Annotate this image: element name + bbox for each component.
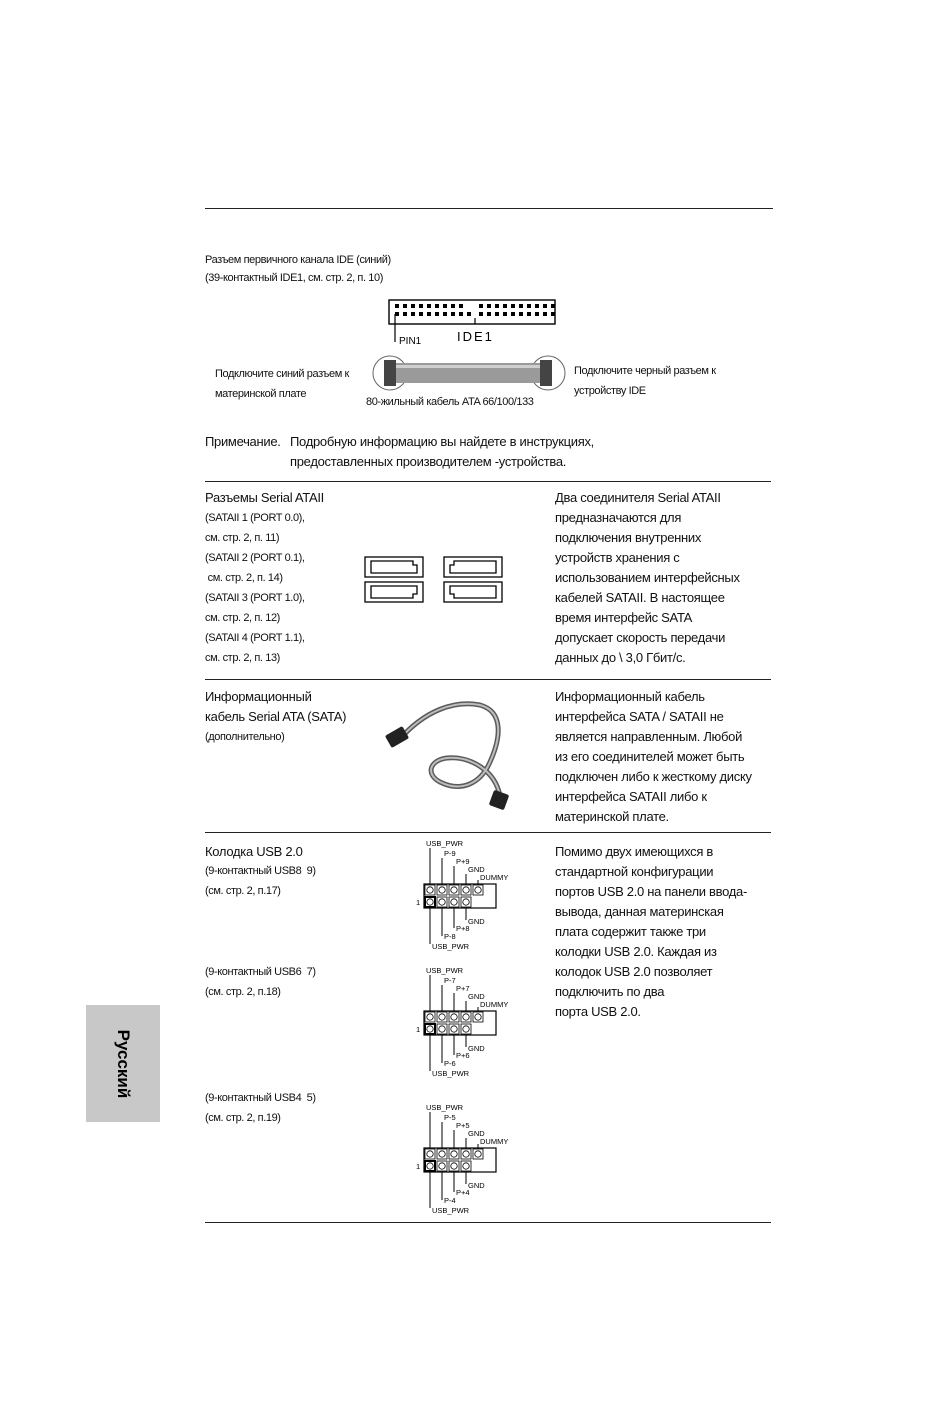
p-plus-top-label: P+5 [456, 1121, 470, 1130]
bottom-rule [205, 1222, 771, 1223]
usb-header-1-label [205, 861, 316, 901]
sata-desc-line: Два соединителя Serial ATAII [555, 490, 721, 505]
sata-port-line: см. стр. 2, п. 11) [205, 532, 280, 544]
ide-right-note [574, 361, 716, 401]
sata-port-line: (SATAII 3 (PORT 1.0), [205, 592, 305, 604]
usb-desc-line: Помимо двух имеющихся в [555, 844, 714, 859]
ide-cable-caption: 80-жильный кабель ATA 66/100/133 [366, 396, 534, 408]
usb-pin-hole [427, 899, 433, 905]
sata-cable-desc-line: интерфейса SATAII либо к [555, 789, 707, 804]
sata-port-line: (SATAII 4 (PORT 1.1), [205, 632, 305, 644]
ide-pin [511, 304, 515, 308]
blue-connector [384, 360, 396, 386]
ide-pin [419, 304, 423, 308]
usb-desc-line: вывода, данная материнская [555, 904, 724, 919]
ide-pin [403, 304, 407, 308]
p-minus-bottom-label: P-6 [444, 1059, 456, 1068]
sata-cable-title [205, 687, 346, 727]
usb-pin-hole [451, 899, 457, 905]
usb-header-3-line: (9-контактный USB4 5) [205, 1092, 316, 1104]
usb-header-2-line: (9-контактный USB6 7) [205, 966, 316, 978]
usb-header-1-line: (9-контактный USB8 9) [205, 865, 316, 877]
ide-left-note-line: материнской плате [215, 388, 307, 400]
dummy-label: DUMMY [480, 1000, 509, 1009]
section-rule [205, 832, 771, 833]
ide-pin [443, 312, 447, 316]
ide-pin [511, 312, 515, 316]
usb-pwr-top-label: USB_PWR [426, 839, 464, 848]
gnd-bottom-label: GND [468, 1044, 485, 1053]
note-line-1: Подробную информацию вы найдете в инструкциях, [290, 434, 594, 449]
usb-header-1-line: (см. стр. 2, п.17) [205, 885, 281, 897]
pin1-label: PIN1 [399, 336, 422, 347]
sata-desc-line: устройств хранения с [555, 550, 680, 565]
usb-pin-hole [463, 1026, 469, 1032]
usb-pin-hole [439, 1151, 445, 1157]
usb-pin-hole [451, 887, 457, 893]
ide-right-note-line: Подключите черный разъем к [574, 365, 716, 377]
p-minus-top-label: P-5 [444, 1113, 456, 1122]
usb-desc-line: портов USB 2.0 на панели ввода- [555, 884, 747, 899]
usb-pin-hole [463, 1151, 469, 1157]
section-rule [205, 481, 771, 482]
p-plus-top-label: P+7 [456, 984, 470, 993]
usb-pin-hole [439, 1026, 445, 1032]
usb-header-3-diagram [412, 1100, 522, 1216]
pin1-label: 1 [416, 1162, 421, 1171]
sata-desc-line: кабелей SATAII. В настоящее [555, 590, 725, 605]
sata-cable-optional: (дополнительно) [205, 731, 285, 743]
language-tab [86, 1005, 160, 1122]
ide-pin [419, 312, 423, 316]
ide-pin [403, 312, 407, 316]
sata-cable-end-1 [385, 726, 409, 748]
sata-title: Разъемы Serial ATAII [205, 490, 324, 505]
sata-desc-line: допускает скорость передачи [555, 630, 726, 645]
ide-pin [503, 312, 507, 316]
usb-pin-hole [439, 899, 445, 905]
ide-pin [435, 304, 439, 308]
usb-pin-hole [475, 1151, 481, 1157]
sata-cable-title-line: Информационный [205, 689, 312, 704]
usb-pin-hole [463, 1014, 469, 1020]
language-tab-label: Русский [114, 1029, 133, 1098]
ide-pin [479, 312, 483, 316]
ide-pin [427, 304, 431, 308]
dummy-label: DUMMY [480, 873, 509, 882]
ide-pin [543, 312, 547, 316]
sata-cable-desc-line: из его соединителей может быть [555, 749, 745, 764]
ide1-label: IDE1 [457, 329, 494, 344]
sata-cable-title-line: кабель Serial ATA (SATA) [205, 709, 347, 724]
ide-pin [467, 312, 471, 316]
usb-header-2-label [205, 962, 316, 1002]
usb-pwr-top-label: USB_PWR [426, 966, 464, 975]
usb-header-2-diagram [412, 963, 522, 1079]
ide-pin [519, 304, 523, 308]
pin1-label: 1 [416, 898, 421, 907]
ide-pin [519, 312, 523, 316]
p-plus-top-label: P+9 [456, 857, 470, 866]
top-rule [205, 208, 773, 209]
sata-cable-end-2 [489, 790, 510, 810]
p-plus-bottom-label: P+8 [456, 924, 470, 933]
usb-pin-hole [427, 1151, 433, 1157]
usb-pin-hole [439, 1163, 445, 1169]
usb-pin-hole [475, 1014, 481, 1020]
usb-header-2-line: (см. стр. 2, п.18) [205, 986, 281, 998]
gnd-top-label: GND [468, 1129, 485, 1138]
ide-pin [527, 312, 531, 316]
sata-desc-line: время интерфейс SATA [555, 610, 692, 625]
ide-title: Разъем первичного канала IDE (синий) [205, 254, 391, 266]
sata-desc-line: предназначаются для [555, 510, 682, 525]
ide-pin [435, 312, 439, 316]
p-minus-bottom-label: P-4 [444, 1196, 456, 1205]
sata-port-line: см. стр. 2, п. 12) [205, 612, 280, 624]
note-label: Примечание. [205, 434, 281, 449]
usb-desc-line: колодок USB 2.0 позволяет [555, 964, 713, 979]
sata-description [555, 488, 740, 668]
section-rule [205, 679, 771, 680]
usb-pwr-bottom-label: USB_PWR [432, 1206, 470, 1215]
gnd-bottom-label: GND [468, 917, 485, 926]
usb-header-3-line: (см. стр. 2, п.19) [205, 1112, 281, 1124]
usb-desc-line: плата содержит также три [555, 924, 706, 939]
ide-left-note [215, 364, 349, 404]
p-minus-top-label: P-7 [444, 976, 456, 985]
sata-connector-2 [365, 582, 423, 602]
sata-desc-line: данных до \ 3,0 Гбит/с. [555, 650, 686, 665]
gnd-top-label: GND [468, 992, 485, 1001]
dummy-label: DUMMY [480, 1137, 509, 1146]
usb-pwr-bottom-label: USB_PWR [432, 942, 470, 951]
sata-connector-1 [365, 557, 423, 577]
usb-pin-hole [427, 1014, 433, 1020]
sata-port-line: см. стр. 2, п. 13) [205, 652, 280, 664]
black-connector [540, 360, 552, 386]
usb-pin-hole [427, 1026, 433, 1032]
sata-desc-line: использованием интерфейсных [555, 570, 740, 585]
usb-pwr-bottom-label: USB_PWR [432, 1069, 470, 1078]
gnd-bottom-label: GND [468, 1181, 485, 1190]
sata-cable-desc-line: Информационный кабель [555, 689, 705, 704]
usb-description [555, 842, 747, 1022]
ide-pin [495, 304, 499, 308]
sata-connectors-diagram [362, 554, 512, 606]
ide-left-note-line: Подключите синий разъем к [215, 368, 349, 380]
usb-desc-line: подключить по два [555, 984, 665, 999]
sata-cable-desc-line: материнской плате. [555, 809, 669, 824]
usb-pin-hole [427, 1163, 433, 1169]
usb-title: Колодка USB 2.0 [205, 844, 303, 859]
p-minus-top-label: P-9 [444, 849, 456, 858]
p-plus-bottom-label: P+4 [456, 1188, 470, 1197]
usb-pin-hole [463, 1163, 469, 1169]
ide-subtitle: (39-контактный IDE1, см. стр. 2, п. 10) [205, 272, 383, 284]
ide-pin [395, 304, 399, 308]
gnd-top-label: GND [468, 865, 485, 874]
ide-pin [543, 304, 547, 308]
ide-pin [479, 304, 483, 308]
sata-desc-line: подключения внутренних [555, 530, 702, 545]
ide-right-note-line: устройству IDE [574, 385, 646, 397]
usb-header-3-label [205, 1088, 316, 1128]
p-plus-bottom-label: P+6 [456, 1051, 470, 1060]
usb-pin-hole [427, 887, 433, 893]
ide-pin [411, 312, 415, 316]
ide-connector-diagram [385, 296, 560, 348]
ide-pin [459, 304, 463, 308]
p-minus-bottom-label: P-8 [444, 932, 456, 941]
sata-port-line: см. стр. 2, п. 14) [205, 572, 283, 584]
sata-port-line: (SATAII 1 (PORT 0.0), [205, 512, 305, 524]
usb-desc-line: стандартной конфигурации [555, 864, 714, 879]
ide-pin [443, 304, 447, 308]
ide-pin [395, 312, 399, 316]
ide-pin [451, 312, 455, 316]
note-line-2: предоставленных производителем -устройства. [290, 454, 567, 469]
usb-pwr-top-label: USB_PWR [426, 1103, 464, 1112]
usb-pin-hole [451, 1026, 457, 1032]
ide-pin [551, 312, 555, 316]
sata-connector-4 [444, 582, 502, 602]
sata-cable-wire [399, 704, 500, 796]
sata-port-line: (SATAII 2 (PORT 0.1), [205, 552, 305, 564]
ide-pin [503, 304, 507, 308]
usb-pin-hole [439, 887, 445, 893]
usb-pin-hole [451, 1014, 457, 1020]
usb-header-1-diagram [412, 836, 522, 952]
ide-pin [487, 304, 491, 308]
ide-pin [535, 312, 539, 316]
pin1-label: 1 [416, 1025, 421, 1034]
ide-pin [411, 304, 415, 308]
usb-pin-hole [463, 899, 469, 905]
ide-pin [487, 312, 491, 316]
ide-pin [527, 304, 531, 308]
ide-pin [551, 304, 555, 308]
sata-ports-list [205, 508, 305, 668]
usb-desc-line: колодки USB 2.0. Каждая из [555, 944, 717, 959]
ide-pin [451, 304, 455, 308]
sata-connector-3 [444, 557, 502, 577]
usb-pin-hole [475, 887, 481, 893]
ide-pin [535, 304, 539, 308]
usb-pin-hole [463, 887, 469, 893]
sata-cable-desc-line: является направленным. Любой [555, 729, 743, 744]
ide-pin [459, 312, 463, 316]
sata-cable-desc-line: интерфейса SATA / SATAII не [555, 709, 724, 724]
sata-cable-desc-line: подключен либо к жесткому диску [555, 769, 752, 784]
usb-pin-hole [451, 1163, 457, 1169]
sata-cable-description [555, 687, 752, 827]
usb-pin-hole [439, 1014, 445, 1020]
ide-pin [427, 312, 431, 316]
ide-pin [495, 312, 499, 316]
usb-pin-hole [451, 1151, 457, 1157]
usb-desc-line: порта USB 2.0. [555, 1004, 641, 1019]
sata-cable-image [385, 700, 520, 810]
